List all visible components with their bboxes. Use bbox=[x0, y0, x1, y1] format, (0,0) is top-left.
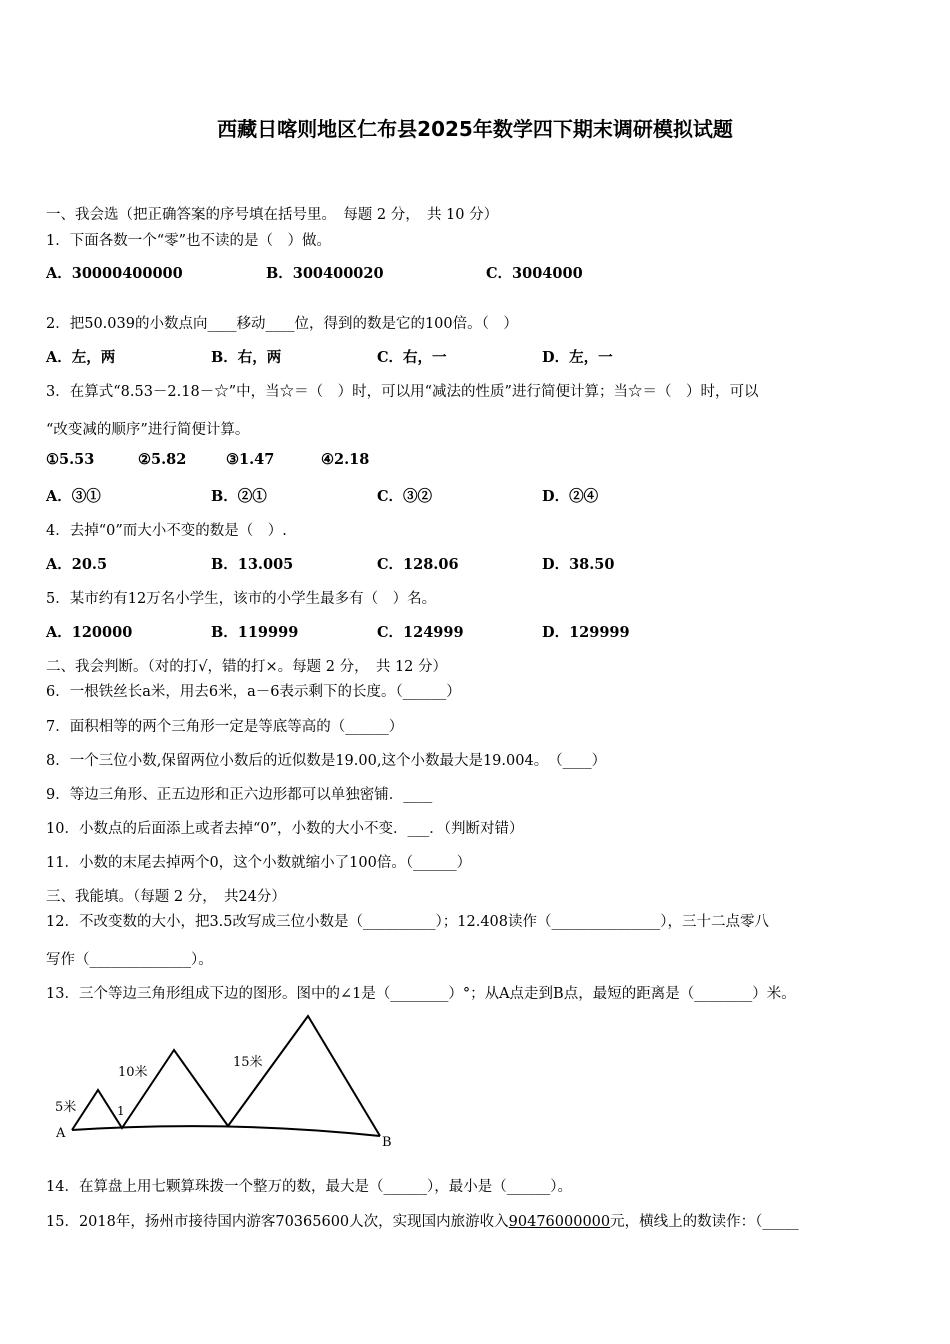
question-14: 14．在算盘上用七颗算珠拨一个整万的数，最大是（______），最小是（______）。 bbox=[46, 1179, 572, 1195]
q3-item-1: ①5.53 bbox=[46, 451, 95, 468]
q5-option-a: A．120000 bbox=[46, 624, 133, 641]
question-10: 10．小数点的后面添上或者去掉“0”，小数的大小不变．___．（判断对错） bbox=[46, 821, 524, 837]
q4-option-c: C．128.06 bbox=[377, 556, 459, 573]
question-2: 2．把50.039的小数点向____移动____位，得到的数是它的100倍。（ ） bbox=[46, 316, 518, 332]
q15-suffix: 元，横线上的数读作：（_____ bbox=[610, 1214, 799, 1230]
q5-option-c: C．124999 bbox=[377, 624, 464, 641]
question-15 bbox=[46, 1210, 799, 1231]
q1-option-b: B．300400020 bbox=[266, 265, 384, 282]
q15-prefix: 15．2018年，扬州市接待国内游客70365600人次，实现国内旅游收入 bbox=[46, 1214, 509, 1230]
q3-option-d: D．②④ bbox=[542, 488, 599, 505]
question-3-line-1: 3．在算式“8.53－2.18－☆”中，当☆＝（ ）时，可以用“减法的性质”进行简便计算；当☆＝（ ）时，可以 bbox=[46, 384, 759, 400]
base-arc bbox=[72, 1126, 380, 1136]
question-12-line-1: 12．不改变数的大小，把3.5改写成三位小数是（__________）；12.408读作（_______________），三十二点零八 bbox=[46, 914, 769, 930]
label-10m: 10米 bbox=[118, 1065, 148, 1080]
q2-option-b: B．右，两 bbox=[211, 349, 282, 366]
q4-option-d: D．38.50 bbox=[542, 556, 615, 573]
question-9: 9．等边三角形、正五边形和正六边形都可以单独密铺．____ bbox=[46, 787, 433, 803]
question-11: 11．小数的末尾去掉两个0，这个小数就缩小了100倍。（______） bbox=[46, 855, 472, 871]
q1-option-c: C．3004000 bbox=[486, 265, 583, 282]
section-3-heading: 三、我能填。（每题 2 分， 共24分） bbox=[46, 889, 286, 905]
q2-option-c: C．右，一 bbox=[377, 349, 447, 366]
label-15m: 15米 bbox=[233, 1055, 263, 1070]
question-7: 7．面积相等的两个三角形一定是等底等高的（______） bbox=[46, 719, 404, 735]
q5-option-d: D．129999 bbox=[542, 624, 630, 641]
question-8: 8．一个三位小数,保留两位小数后的近似数是19.00,这个小数最大是19.004。 （____） bbox=[46, 753, 607, 769]
section-1-heading: 一、我会选（把正确答案的序号填在括号里。 每题 2 分， 共 10 分） bbox=[46, 207, 499, 223]
question-12-line-2: 写作（______________）。 bbox=[46, 952, 213, 968]
q1-option-a: A．30000400000 bbox=[46, 265, 183, 282]
label-5m: 5米 bbox=[55, 1100, 77, 1115]
label-a: A bbox=[56, 1126, 66, 1141]
question-3-line-2: “改变减的顺序”进行简便计算。 bbox=[46, 422, 250, 438]
question-4: 4．去掉“0”而大小不变的数是（ ）. bbox=[46, 523, 287, 539]
q2-option-a: A．左，两 bbox=[46, 349, 116, 366]
question-13: 13．三个等边三角形组成下边的图形。图中的∠1是（________）°；从A点走到B点，最短的距离是（________）米。 bbox=[46, 986, 796, 1002]
q3-option-c: C．③② bbox=[377, 488, 433, 505]
q3-option-b: B．②① bbox=[211, 488, 267, 505]
question-5: 5．某市约有12万名小学生，该市的小学生最多有（ ）名。 bbox=[46, 591, 437, 607]
q2-option-d: D．左，一 bbox=[542, 349, 613, 366]
q4-option-b: B．13.005 bbox=[211, 556, 294, 573]
q3-item-3: ③1.47 bbox=[226, 451, 275, 468]
section-2-heading: 二、我会判断。（对的打√，错的打×。每题 2 分， 共 12 分） bbox=[46, 659, 447, 675]
q3-item-2: ②5.82 bbox=[138, 451, 187, 468]
label-angle-1: 1 bbox=[117, 1104, 125, 1118]
question-1: 1．下面各数一个“零”也不读的是（ ）做。 bbox=[46, 233, 332, 249]
question-6: 6．一根铁丝长a米，用去6米，a－6表示剩下的长度。（______） bbox=[46, 684, 461, 700]
triangles-figure bbox=[50, 1008, 410, 1153]
q5-option-b: B．119999 bbox=[211, 624, 299, 641]
q4-option-a: A．20.5 bbox=[46, 556, 108, 573]
label-b: B bbox=[382, 1135, 392, 1150]
q15-underlined-number: 90476000000 bbox=[508, 1214, 611, 1230]
q3-item-4: ④2.18 bbox=[321, 451, 370, 468]
q3-option-a: A．③① bbox=[46, 488, 101, 505]
page-title: 西藏日喀则地区仁布县2025年数学四下期末调研模拟试题 bbox=[217, 117, 733, 141]
